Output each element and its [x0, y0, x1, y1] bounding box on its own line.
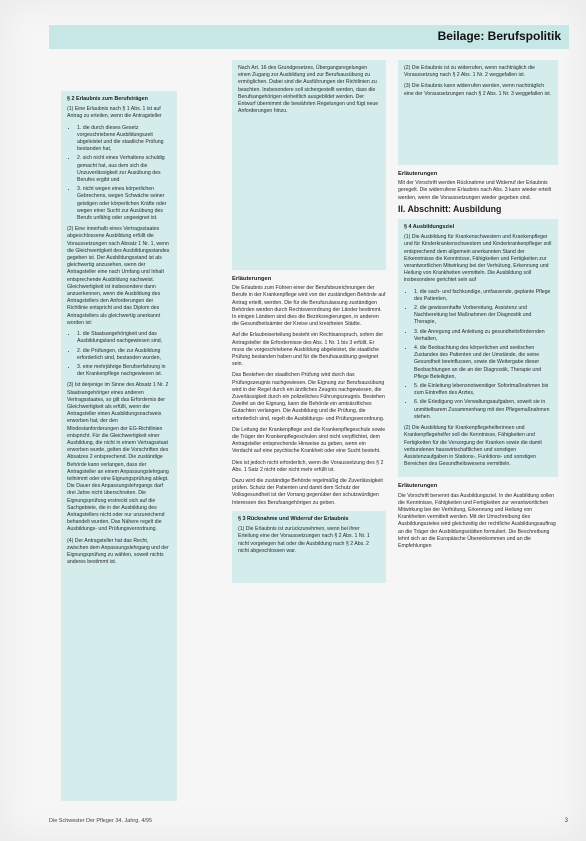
column-2: [232, 60, 386, 583]
page-number: 3: [564, 818, 568, 824]
list-item: • 3. nicht wegen eines körperlichen Gebrechens, wegen Schwäche seiner geistigen oder körperlichen Kräfte oder wegen einer Sucht zur Ausübung des Berufs unfähig oder ungeeignet ist.: [77, 186, 171, 222]
column-3: [398, 60, 558, 554]
list-item: • 1. die Staatsangehörigkeit und das Ausbildungsland nachgewiesen sind,: [77, 331, 171, 345]
column-2-paragraph-6: Dies ist jedoch nicht erforderlich, wenn die Voraussetzung des § 2 Abs. 1 Satz 2 nicht oder nicht mehr erfüllt ist.: [232, 459, 384, 473]
section-3-paragraph-3: (3) Die Erlaubnis kann widerrufen werden, wenn nachträglich eine der Voraussetzungen nach § 2 Abs. 1 Nr. 3 weggefallen ist.: [404, 83, 552, 97]
column-2-paragraph-1: Nach Art. 16 des Grundgesetzes, Übergangsregelungen einen Zugang zur Ausbildung und zur Berufsausübung zu ermöglichen. Dabei sind die Ausführungen der Richtlinien zu beachten. Insbesondere soll sichergestellt werden, dass die Berufsangehörigen einheitlich ausgebildet werden. Der Entwurf übernimmt die bewährten Regelungen und fügt neue Anforderungen hinzu.: [238, 65, 379, 115]
list-item: • 2. die Prüfungen, die zur Ausbildung erforderlich sind, bestanden wurden,: [77, 348, 171, 362]
section-4-title: § 4 Ausbildungsziel: [404, 224, 455, 231]
column-2-paragraph-4: Das Bestehen der staatlichen Prüfung wird durch das Prüfungszeugnis nachgewiesen. Die Eignung zur Berufsausübung wird in der Regel durch ein ärztliches Zeugnis nachgewiesen, die Zuverlässigkeit durch ein polizeiliches Führungszeugnis. Bestehen Zweifel an der Eignung, kann die Behörde ein amtsärztliches Gutachten verlangen. Die Ausbildung und die Prüfung, die erforderlich sind, regelt die Ausbildungs- und Prüfungsverordnung.: [232, 372, 385, 422]
section-2-paragraph-4: (4) Der Antragsteller hat das Recht, zwischen dem Anpassungslehrgang und der Eignungsprüfung zu wählen, soweit nichts anderes bestimmt ist.: [67, 537, 169, 566]
section-3-continued-box: [398, 60, 558, 165]
list-item: • 2. sich nicht eines Verhaltens schuldig gemacht hat, aus dem sich die Unzuverlässigkeit zur Ausübung des Berufes ergibt und: [77, 155, 171, 184]
section-2-paragraph-2: (2) Eine innerhalb eines Vertragsstaates abgeschlossene Ausbildung erfüllt die Voraussetzungen nach Absatz 1 Nr. 1, wenn die Gleichwertigkeit des Ausbildungsstandes gegeben ist. Der Ausbildungsstand ist als gleichwertig anzusehen, wenn der Antragsteller eine nach Umfang und Inhalt entsprechende Ausbildung nachweist. Gleichwertigkeit ist insbesondere dann anzuerkennen, wenn die Ausbildung des Antragstellers den Anforderungen der Richtlinie entspricht und das Diplom des Antragstellers als gleichwertig anerkannt worden ist:: [67, 226, 170, 326]
section-3-title: § 3 Rücknahme und Widerruf der Erlaubnis: [238, 515, 349, 522]
section-3-box: [232, 511, 386, 583]
section-4-paragraph-2: (2) Die Ausbildung für Krankenpflegehelferinnen und Krankenpflegehelfer soll die Kenntnisse, Fähigkeiten und Fertigkeiten für die Versorgung der Kranken sowie die damit verbundenen hauswirtschaftlichen und sonstigen Assistenzaufgaben in Stations-, Funktions- und sonstigen Bereichen des Gesundheitswesens vermitteln.: [404, 425, 542, 468]
list-item: • 4. die Beobachtung des körperlichen und seelischen Zustandes des Patienten und der Umstände, die seine Gesundheit beeinflussen, sowie die Weitergabe dieser Beobachtungen an die an der Diagnostik, Therapie und Pflege Beteiligten,: [414, 345, 552, 381]
section-2-paragraph-3: (3) Ist derjenige im Sinne des Absatz 1 Nr. 2 Staatsangehöriger eines anderen Vertragsstaates, so gilt das Erfordernis der Gleichwertigkeit als erfüllt, wenn der Antragsteller einen Ausbildungsnachweis erworben hat, der den Mindestanforderungen der EG-Richtlinien entspricht. Für die Gleichwertigkeit einer Ausbildung, die nicht in einem Vertragsstaat erworben wurde, gelten die Vorschriften des Absatzes 2 entsprechend. Die zuständige Behörde kann verlangen, dass der Antragsteller an einem Anpassungslehrgang teilnimmt oder eine Eignungsprüfung ablegt. Die Dauer des Anpassungslehrgangs darf drei Jahre nicht überschreiten. Die Eignungsprüfung erstreckt sich auf die Sachgebiete, die in der Ausbildung des Antragstellers nicht oder nur unzureichend behandelt wurden. Das Nähere regelt die Ausbildungs- und Prüfungsverordnung.: [67, 382, 169, 533]
section-2-list-2: [67, 331, 171, 378]
column-2-paragraph-3: Auf die Erlaubniserteilung besteht ein Rechtsanspruch, sofern der Antragsteller die Erfordernisse des Abs. 1 Nr. 1 bis 3 erfüllt. Er muss die vorgeschriebene Ausbildung abgeleistet, die staatliche Prüfung bestanden haben und für die Berufsausübung geeignet sein.: [232, 332, 384, 368]
list-item: • 5. die Einleitung lebensnotwendiger Sofortmaßnahmen bis zum Eintreffen des Arztes,: [414, 383, 552, 397]
header-band: [49, 25, 569, 49]
section-2-title: § 2 Erlaubnis zum Berufsträgen: [67, 96, 148, 102]
list-item: • 3. die Anregung und Anleitung zu gesundheitsfördernden Verhalten,: [414, 329, 552, 343]
section-2-paragraph-1: (1) Eine Erlaubnis nach § 1 Abs. 1 ist auf Antrag zu erteilen, wenn die Antragsteller: [67, 106, 162, 120]
section-4-list: [404, 289, 552, 421]
column-2-subhead: Erläuterungen: [232, 276, 272, 282]
column-2-shaded-text: [232, 60, 386, 270]
list-item: • 3. eine mehrjährige Berufserfahrung in der Krankenpflege nachgewiesen ist.: [77, 364, 171, 378]
header-title: Beilage: Berufspolitik: [437, 29, 561, 43]
section-3-paragraph-2: (2) Die Erlaubnis ist zu widerrufen, wenn nachträglich die Voraussetzung nach § 2 Abs. 1 Nr. 2 weggefallen ist.: [404, 65, 535, 79]
section-3-paragraph-1: (1) Die Erlaubnis ist zurückzunehmen, wenn bei ihrer Erteilung eine der Voraussetzungen nach § 2 Abs. 1 Nr. 1 nicht vorgelegen hat oder die Ausbildung nach § 2 Abs. 2 nicht abgeschlossen war.: [238, 526, 370, 554]
column-2-paragraph-7: Dazu wird die zuständige Behörde regelmäßig die Zuverlässigkeit prüfen. Schutz der Patienten und damit dem Schutz der Volksgesundheit ist der Vorrang gegenüber den schutzwürdigen Interessen des Berufsangehörigen zu geben.: [232, 478, 383, 506]
column-3-subhead-2: Erläuterungen: [398, 483, 438, 490]
list-item: • 1. die sach- und fachkundige, umfassende, geplante Pflege des Patienten,: [414, 289, 552, 303]
section-4-paragraph-1: (1) Die Ausbildung für Krankenschwestern und Krankenpfleger und für Kinderkrankenschwestern und Kinderkrankenpfleger soll entsprechend dem allgemein anerkannten Stand der Erkenntnisse die Kenntnisse, Fähigkeiten und Fertigkeiten zur verantwortlichen Mitwirkung bei der Verhütung, Erkennung und Heilung von Krankheiten vermitteln. Die Ausbildung soll insbesondere gerichtet sein auf: [404, 234, 552, 284]
list-item: • 1. die durch dieses Gesetz vorgeschriebene Ausbildungszeit abgeleistet und die staatliche Prüfung bestanden hat,: [77, 125, 171, 154]
column-3-subhead-1: Erläuterungen: [398, 171, 438, 177]
section-4-box: [398, 219, 558, 477]
column-2-paragraph-2: Die Erlaubnis zum Führen einer der Berufsbezeichnungen der Berufe in der Krankenpflege wird von der zuständigen Behörde auf Antrag erteilt, werden. Die für die Berufszulassung zuständigen Behörden werden durch Rechtsverordnung der Länder bestimmt. In einigen Ländern sind dies die Bezirksregierungen, in anderen die Gesundheitsämter der Kreise und kreisfreien Städte.: [232, 285, 386, 328]
section-heading-ausbildung: II. Abschnitt: Ausbildung: [398, 203, 502, 214]
column-2-paragraph-5: Die Leitung der Krankenpflege und die Krankenpflegeschule sowie die Träger der Krankenpflegeschulen sind nicht verpflichtet, dem Antragsteller entsprechende Hinweise zu geben, wenn ein Verdacht auf eine psychische Krankheit oder eine Sucht besteht.: [232, 426, 386, 455]
column-1-paragraph-box: [61, 91, 177, 801]
column-3-paragraph-1: Mit der Vorschrift werden Rücknahme und Widerruf der Erlaubnis geregelt. Die widerrufene Erlaubnis nach Abs. 3 kann wieder erteilt werden, wenn die Voraussetzungen wieder gegeben sind.: [398, 180, 552, 201]
list-item: • 6. die Erledigung von Verwaltungsaufgaben, soweit sie in unmittelbarem Zusammenhang mit den Pflegemaßnahmen stehen.: [414, 399, 552, 421]
section-2-list-1: [67, 125, 171, 223]
footer-journal-info: Die Schwester Der Pfleger 34. Jahrg. 4/95: [49, 818, 153, 824]
list-item: • 2. die gewissenhafte Vorbereitung, Assistenz und Nachbereitung bei Maßnahmen der Diagnostik und Therapie,: [414, 305, 552, 327]
column-3-paragraph-2: Die Vorschrift benennt das Ausbildungsziel. In der Ausbildung sollen die Kenntnisse, Fähigkeiten und Fertigkeiten zur verantwortlichen Mitwirkung bei der Verhütung, Erkennung und Heilung von Krankheiten vermittelt werden. Mit der Umschreibung des Ausbildungszieles wird gleichzeitig der rechtliche Ausbildungsauftrag an die Träger der Ausbildungsstätten formuliert. Die Beschreibung lehnt sich an die Europäische Übereinkommen und an die Empfehlungen: [398, 492, 556, 549]
